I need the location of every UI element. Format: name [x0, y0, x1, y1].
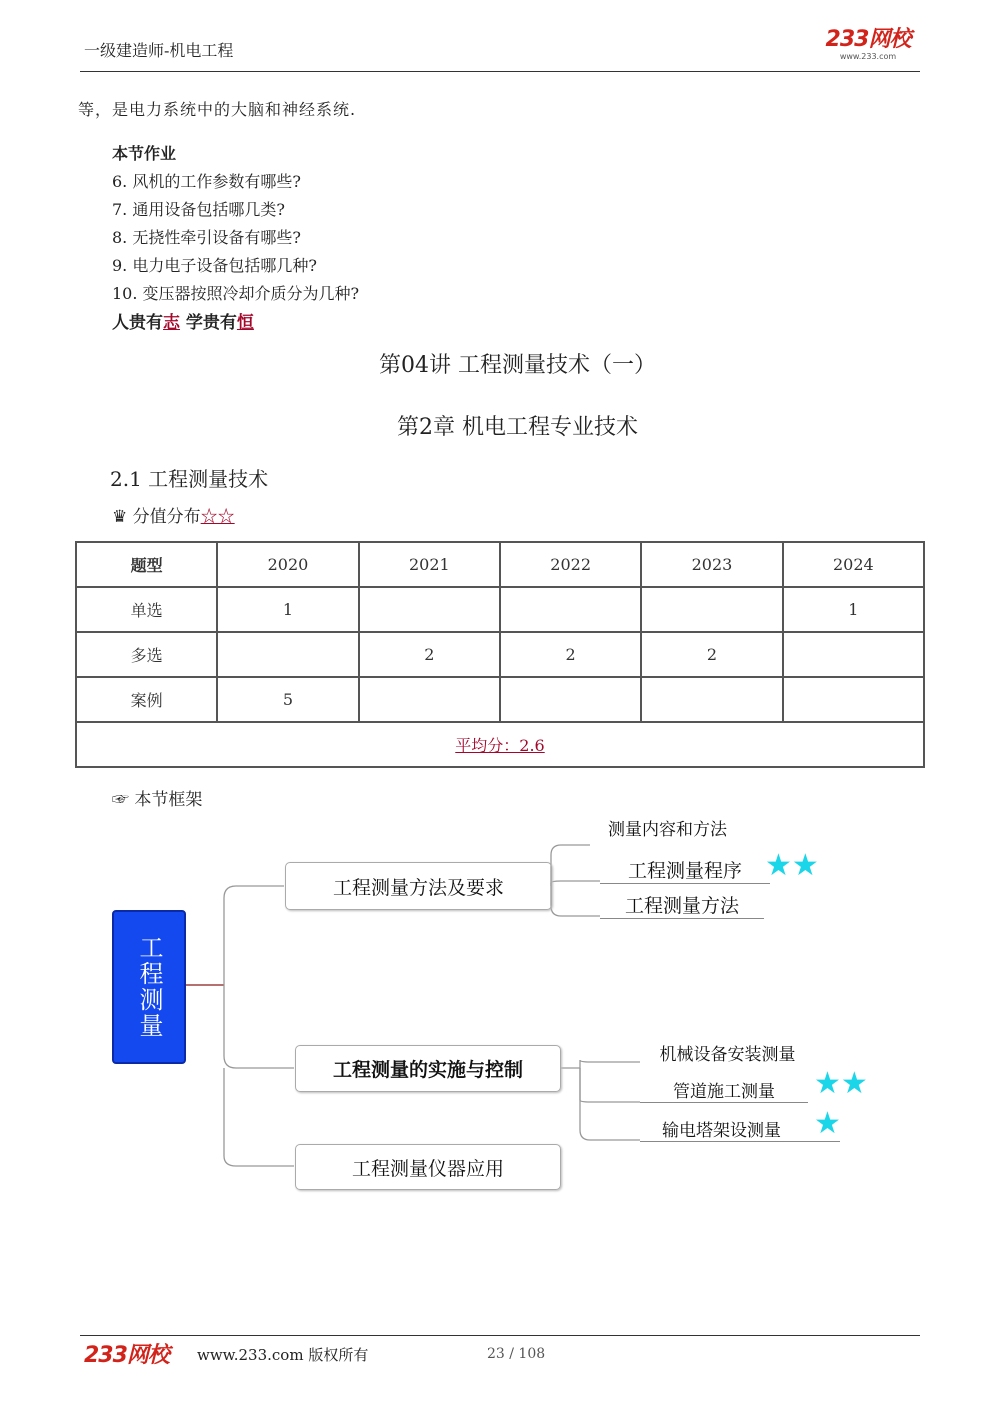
framework-label: 本节框架	[134, 790, 203, 810]
star-icon: ★★	[765, 848, 819, 883]
motto-part2: 学贵有	[185, 313, 237, 333]
motto-word2: 恒	[236, 313, 254, 333]
table-cell: 2	[500, 632, 641, 677]
homework-item: 7. 通用设备包括哪几类?	[112, 200, 285, 219]
homework-item: 8. 无挠性牵引设备有哪些?	[112, 228, 301, 247]
mindmap-leaf: 工程测量方法	[600, 891, 764, 919]
table-header-cell: 2021	[359, 542, 500, 587]
mindmap-root: 工程测量	[112, 910, 186, 1064]
mindmap-branch: 工程测量方法及要求	[285, 862, 552, 910]
table-header-cell: 2022	[500, 542, 641, 587]
mindmap-leaf: 机械设备安装测量	[659, 1045, 796, 1065]
homework-item: 10. 变压器按照冷却介质分为几种?	[112, 284, 360, 303]
mindmap-branch: 工程测量的实施与控制	[295, 1045, 561, 1092]
lecture-title: 第04讲 工程测量技术（一）	[379, 353, 656, 378]
logo-text: 233网校	[825, 27, 911, 52]
motto-part1: 人贵有	[112, 313, 163, 333]
table-cell: 单选	[76, 587, 217, 632]
pointing-hand-icon: ☞	[112, 790, 129, 810]
score-stars: ☆☆	[200, 507, 235, 527]
page-number: 23 / 108	[487, 1346, 546, 1362]
star-icon: ★★	[814, 1066, 868, 1101]
table-header-cell: 2020	[217, 542, 358, 587]
homework-item: 9. 电力电子设备包括哪几种?	[112, 256, 317, 275]
logo-url: www.233.com	[839, 52, 897, 61]
table-cell: 2	[359, 632, 500, 677]
mindmap-leaf: 工程测量程序	[600, 856, 770, 884]
table-cell: 多选	[76, 632, 217, 677]
footer-logo[interactable]: 233网校	[84, 1343, 169, 1368]
homework-title: 本节作业	[112, 144, 177, 163]
table-cell: 2	[641, 632, 782, 677]
mindmap-leaf: 管道施工测量	[640, 1077, 808, 1103]
intro-paragraph: 等，是电力系统中的大脑和神经系统.	[78, 100, 357, 119]
document-title: 一级建造师-机电工程	[84, 41, 234, 60]
mindmap-leaf: 测量内容和方法	[608, 820, 727, 840]
table-cell: 1	[217, 587, 358, 632]
homework-item: 6. 风机的工作参数有哪些?	[112, 172, 301, 191]
table-cell: 1	[783, 587, 924, 632]
motto-word1: 志	[163, 313, 180, 333]
mindmap-branch: 工程测量仪器应用	[295, 1144, 561, 1190]
table-cell: 5	[217, 677, 358, 722]
mindmap-leaf: 输电塔架设测量	[640, 1116, 840, 1142]
score-label: 分值分布	[132, 507, 201, 527]
table-header-cell: 2024	[783, 542, 924, 587]
section-title: 2.1 工程测量技术	[110, 467, 269, 491]
average-score: 平均分：2.6	[455, 736, 545, 755]
chapter-title: 第2章 机电工程专业技术	[397, 415, 638, 440]
table-header-cell: 题型	[76, 542, 217, 587]
star-icon: ★	[814, 1106, 841, 1141]
table-cell: 案例	[76, 677, 217, 722]
table-header-cell: 2023	[641, 542, 782, 587]
copyright-text: www.233.com 版权所有	[197, 1346, 369, 1364]
footer-divider	[80, 1335, 920, 1336]
crown-icon: ♛	[112, 507, 128, 527]
